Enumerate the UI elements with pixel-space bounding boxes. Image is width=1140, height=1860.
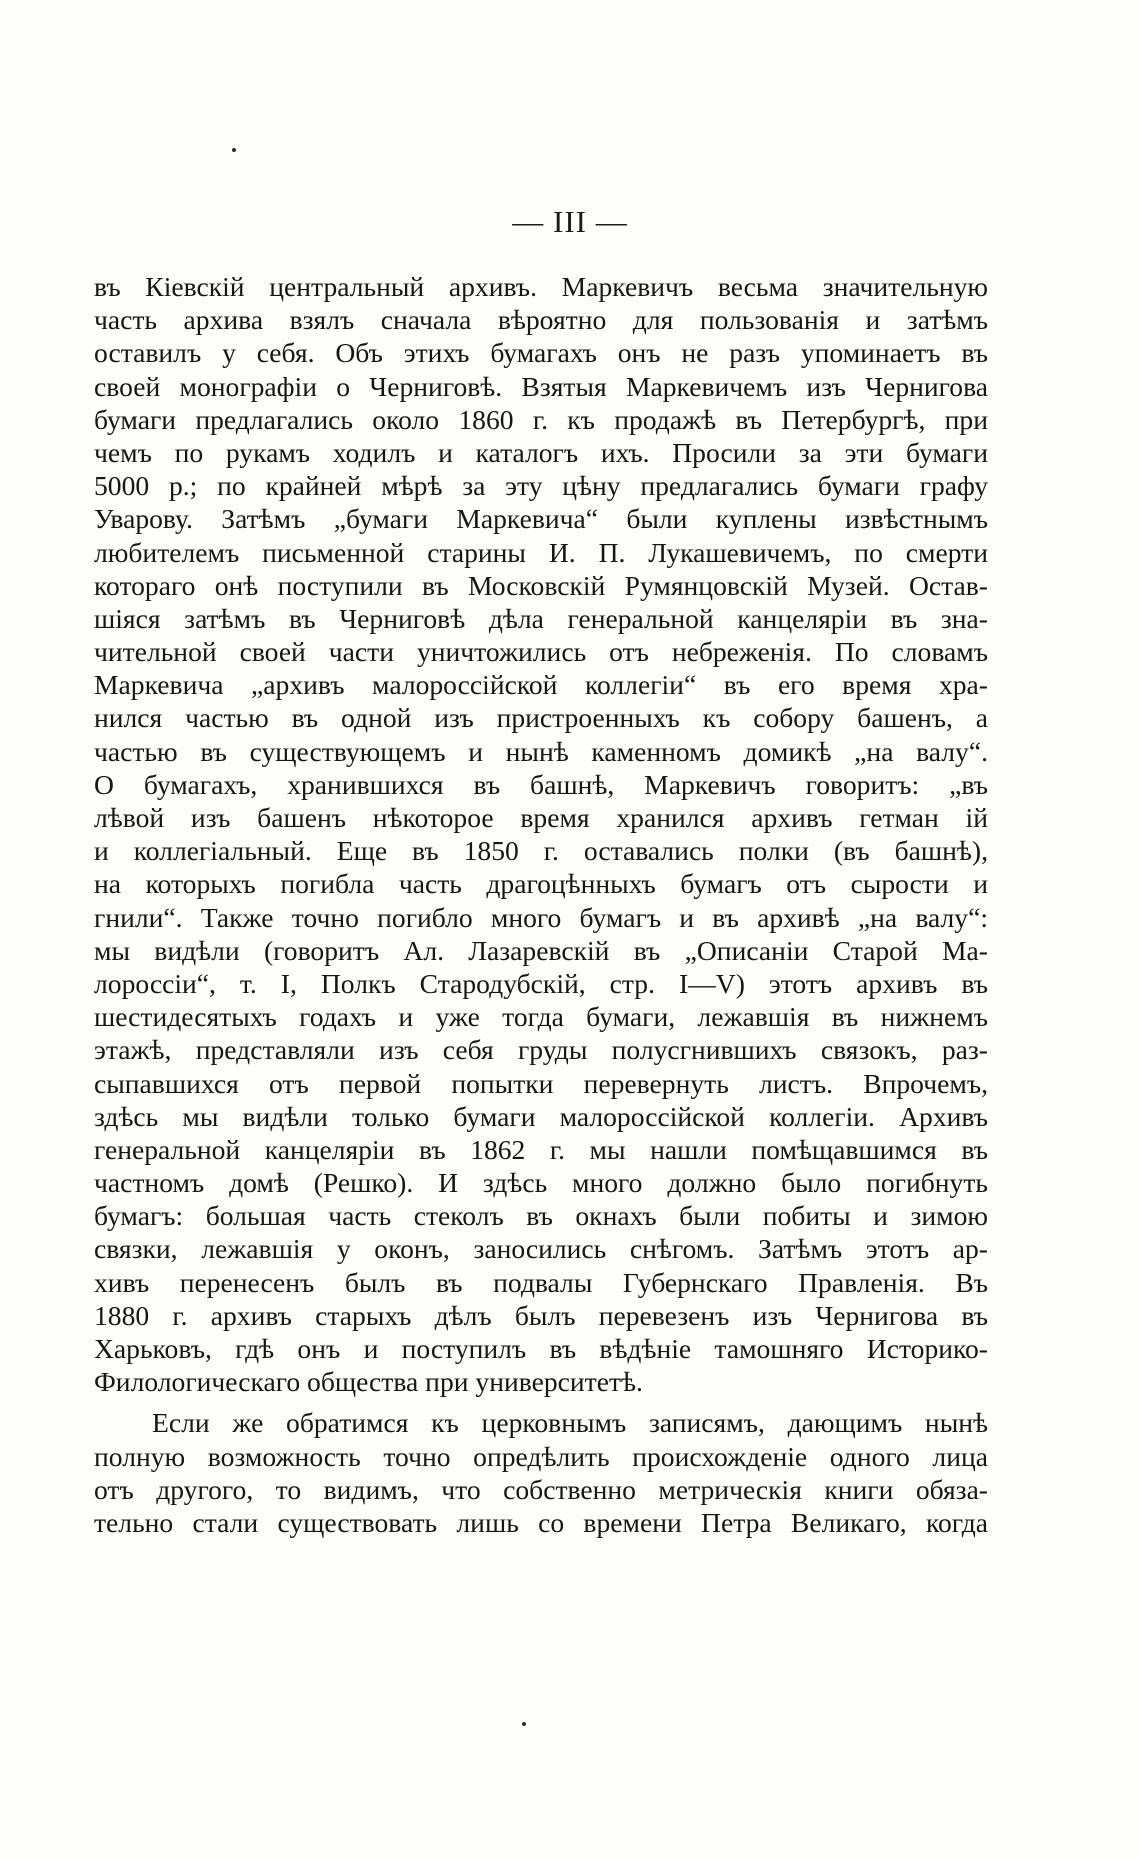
text-line: и коллегіальный. Еще въ 1850 г. оставались полки (въ башнѣ), — [94, 835, 988, 867]
text-line: оставилъ у себя. Объ этихъ бумагахъ онъ не разъ упоминаетъ въ — [94, 337, 988, 369]
text-line: бумаги предлагались около 1860 г. къ продажѣ въ Петербургѣ, при — [94, 403, 988, 435]
text-line: Филологическаго общества при университетѣ. — [94, 1366, 643, 1398]
text-line: связки, лежавшія у оконъ, заносились снѣгомъ. Затѣмъ этотъ ар- — [94, 1233, 988, 1265]
text-line: нился частью въ одной изъ пристроенныхъ къ собору башенъ, а — [94, 702, 988, 734]
text-line: хивъ перенесенъ былъ въ подвалы Губернскаго Правленія. Въ — [94, 1266, 988, 1298]
text-line: своей монографіи о Черниговѣ. Взятыя Маркевичемъ изъ Чернигова — [94, 370, 988, 402]
text-line: чительной своей части уничтожились отъ небреженія. По словамъ — [94, 636, 988, 668]
text-line: тельно стали существовать лишь со времени Петра Великаго, когда — [94, 1506, 988, 1538]
text-line: О бумагахъ, хранившихся въ башнѣ, Маркевичъ говоритъ: „въ — [94, 768, 988, 800]
text-line: Харьковъ, гдѣ онъ и поступилъ въ вѣдѣніе тамошняго Историко- — [94, 1333, 988, 1364]
paragraph-1 — [94, 270, 988, 1398]
text-line: отъ другого, то видимъ, что собственно метрическія книги обяза- — [94, 1473, 988, 1505]
paragraph-gap — [94, 1398, 988, 1406]
text-line: сыпавшихся отъ первой попытки перевернуть листъ. Впрочемъ, — [94, 1067, 988, 1099]
text-line: Маркевича „архивъ малороссійской коллегіи“ въ его время хра- — [94, 669, 988, 701]
text-line: въ Кіевскій центральный архивъ. Маркевичъ весьма значительную — [94, 271, 988, 302]
text-line: лѣвой изъ башенъ нѣкоторое время хранился архивъ гетман ій — [94, 802, 988, 833]
text-line: чемъ по рукамъ ходилъ и каталогъ ихъ. Просили за эти бумаги — [94, 436, 988, 468]
text-line: котораго онѣ поступили въ Московскій Румянцовскій Музей. Остав- — [94, 569, 988, 601]
text-line: мы видѣли (говоритъ Ал. Лазаревскій въ „Описаніи Старой Ма- — [94, 934, 988, 966]
text-line: гнили“. Также точно погибло много бумагъ и въ архивѣ „на валу“: — [94, 901, 988, 933]
text-line: частномъ домѣ (Решко). И здѣсь много должно было погибнуть — [94, 1167, 988, 1199]
text-line: шіяся затѣмъ въ Черниговѣ дѣла генеральной канцеляріи въ зна- — [94, 602, 988, 634]
text-line: генеральной канцеляріи въ 1862 г. мы нашли помѣщавшимся въ — [94, 1133, 988, 1165]
print-speck-top — [232, 148, 236, 152]
text-line: частью въ существующемъ и нынѣ каменномъ домикѣ „на валу“. — [94, 735, 988, 767]
text-line: шестидесятыхъ годахъ и уже тогда бумаги, лежавшія въ нижнемъ — [94, 1001, 988, 1033]
text-line: бумагъ: большая часть стеколъ въ окнахъ были побиты и зимою — [94, 1200, 988, 1232]
text-line: лороссіи“, т. I, Полкъ Стародубскій, стр. I—V) этотъ архивъ въ — [94, 967, 988, 999]
text-line: на которыхъ погибла часть драгоцѣнныхъ бумагъ отъ сырости и — [94, 868, 988, 900]
text-line: Уварову. Затѣмъ „бумаги Маркевича“ были куплены извѣстнымъ — [94, 503, 988, 535]
text-line: любителемъ письменной старины И. П. Лукашевичемъ, по смерти — [94, 536, 988, 568]
text-line: этажѣ, представляли изъ себя груды полусгнившихъ связокъ, раз- — [94, 1034, 988, 1066]
text-line: Если же обратимся къ церковнымъ записямъ, дающимъ нынѣ — [152, 1407, 988, 1439]
text-line: здѣсь мы видѣли только бумаги малороссійской коллегіи. Архивъ — [94, 1100, 988, 1132]
text-line: полную возможность точно опредѣлить происхожденіе одного лица — [94, 1440, 988, 1472]
page-number: — III — — [512, 204, 628, 239]
body-text — [94, 270, 988, 1539]
print-speck-bottom — [522, 1722, 526, 1726]
text-line: часть архива взялъ сначала вѣроятно для пользованія и затѣмъ — [94, 304, 988, 336]
text-line: 1880 г. архивъ старыхъ дѣлъ былъ перевезенъ изъ Чернигова въ — [94, 1299, 988, 1331]
paragraph-2 — [94, 1406, 988, 1539]
text-line: 5000 р.; по крайней мѣрѣ за эту цѣну предлагались бумаги графу — [94, 470, 988, 502]
